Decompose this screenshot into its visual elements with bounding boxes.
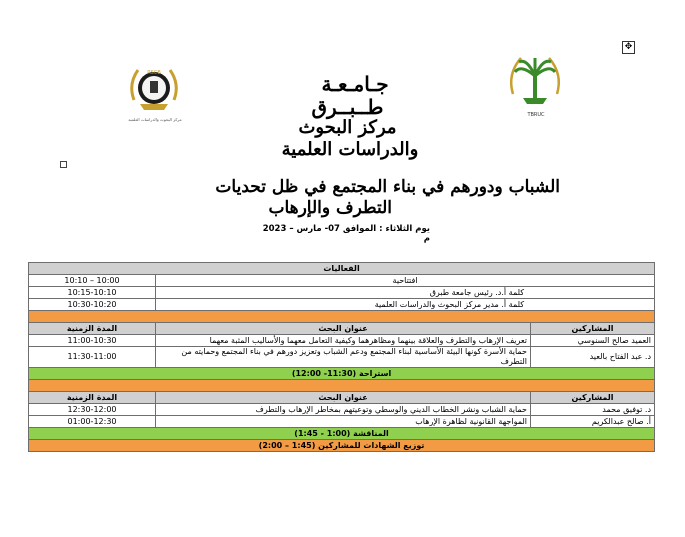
speech-time: 10:30-10:20	[29, 299, 156, 311]
opening-label: افتتاحية	[156, 275, 655, 287]
session-participant: د. توفيق محمد	[531, 404, 655, 416]
activities-header: الفعاليات	[29, 263, 655, 275]
orange-separator-row	[29, 311, 655, 323]
research-center-logo	[124, 60, 184, 120]
conference-title-line1: الشباب ودورهم في بناء المجتمع في ظل تحديات	[215, 177, 560, 197]
time-column-header: المدة الزمنية	[29, 323, 156, 335]
session-row	[29, 404, 655, 416]
session-participant: أ. صالح عبدالكريم	[531, 416, 655, 428]
conference-date: يوم الثلاثاء : الموافق 07- مارس – 2023 م	[262, 224, 430, 244]
participants-column-header: المشاركين	[531, 392, 655, 404]
session-topic: حماية الشباب ونشر الخطاب الديني والوسطي وتوعيتهم بمخاطر الإرهاب والتطرف	[156, 404, 531, 416]
speech-row	[29, 299, 655, 311]
session-time: 11:30-11:00	[29, 347, 156, 368]
university-name-line1: جـامـعـة	[321, 72, 389, 96]
left-logo-caption: مركز البحوث والدراسات العلمية	[128, 117, 182, 122]
session-time: 01:00-12:30	[29, 416, 156, 428]
session-time: 11:00-10:30	[29, 335, 156, 347]
session-topic: حماية الأسرة كونها البيئة الأساسية لبناء المجتمع ودعم الشباب وتعزيز دورهم في بناء المجتمع وحمايته من التطرف	[156, 347, 531, 368]
speech-label: كلمة أ.د. رئيس جامعة طبرق	[156, 287, 655, 299]
opening-time: 10:10 – 10:00	[29, 275, 156, 287]
university-logo	[505, 50, 565, 115]
activities-header-row	[29, 263, 655, 275]
topic-column-header: عنوان البحث	[156, 323, 531, 335]
move-cross-icon[interactable]: ✥	[622, 41, 635, 54]
svg-text:RSCB: RSCB	[147, 70, 161, 76]
break-label: استراحة (11:30- 12:00)	[29, 368, 655, 380]
center-name-line2: والدراسات العلمية	[281, 139, 419, 160]
discussion-row	[29, 428, 655, 440]
schedule-table	[28, 262, 655, 452]
conference-title-line2: التطرف والإرهاب	[268, 198, 392, 218]
session-participant: العميد صالح السنوسي	[531, 335, 655, 347]
speech-row	[29, 287, 655, 299]
session-row	[29, 335, 655, 347]
center-name-line1: مركز البحوث	[298, 117, 397, 138]
orange-separator-row	[29, 380, 655, 392]
opening-row	[29, 275, 655, 287]
session-participant: د. عبد الفتاح بالعيد	[531, 347, 655, 368]
participants-column-header: المشاركين	[531, 323, 655, 335]
session1-column-header-row	[29, 323, 655, 335]
time-column-header: المدة الزمنية	[29, 392, 156, 404]
university-name-line2: طــبــرق	[311, 95, 384, 119]
right-logo-caption: TBRUC	[527, 112, 545, 118]
break-row	[29, 368, 655, 380]
speech-time: 10:15-10:10	[29, 287, 156, 299]
session-topic: المواجهة القانونية لظاهرة الإرهاب	[156, 416, 531, 428]
speech-label: كلمة أ. مدير مركز البحوث والدراسات العلمية	[156, 299, 655, 311]
topic-column-header: عنوان البحث	[156, 392, 531, 404]
certificates-label: توزيع الشهادات للمشاركين (1:45 – 2:00)	[29, 440, 655, 452]
session-row	[29, 347, 655, 368]
certificates-row	[29, 440, 655, 452]
session-time: 12:30-12:00	[29, 404, 156, 416]
session-row	[29, 416, 655, 428]
session-topic: تعريف الإرهاب والتطرف والعلاقة بينهما ومظاهرهما وكيفية التعامل معهما والأساليب المثبة معهما	[156, 335, 531, 347]
anchor-square-icon	[60, 161, 67, 168]
session2-column-header-row	[29, 392, 655, 404]
discussion-label: المناقشة (1:00 - 1:45)	[29, 428, 655, 440]
